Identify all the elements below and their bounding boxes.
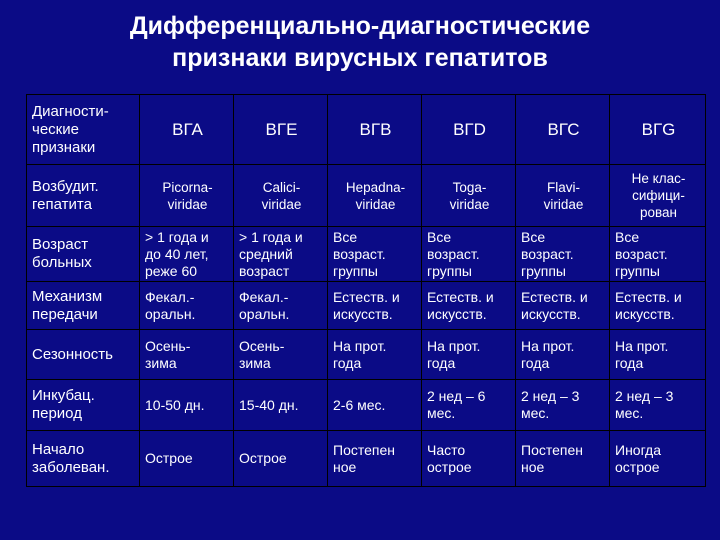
table-row (27, 330, 706, 380)
table-cell: Постепен ное (516, 431, 610, 487)
table-cell: Естеств. и искусств. (328, 282, 422, 330)
row-label-cell: Возраст больных (27, 227, 140, 282)
table-row (27, 431, 706, 487)
table-cell: Все возраст. группы (328, 227, 422, 282)
table-cell: Осень- зима (234, 330, 328, 380)
table-cell: 10-50 дн. (140, 380, 234, 431)
column-header-0: ВГА (140, 95, 234, 165)
table-row (27, 165, 706, 227)
header-label-cell: Диагности- ческие признаки (27, 95, 140, 165)
table-cell: Постепен ное (328, 431, 422, 487)
column-header-3: ВГD (422, 95, 516, 165)
table-cell: Острое (234, 431, 328, 487)
table-cell: На прот. года (328, 330, 422, 380)
row-label-cell: Инкубац. период (27, 380, 140, 431)
table-cell: 15-40 дн. (234, 380, 328, 431)
table-cell: Hepadna- viridae (328, 165, 422, 227)
table-cell: Не клас- сифици- рован (610, 165, 706, 227)
table-cell: На прот. года (610, 330, 706, 380)
comparison-table (26, 94, 706, 487)
column-header-1: ВГЕ (234, 95, 328, 165)
table-cell: Естеств. и искусств. (516, 282, 610, 330)
table-cell: Flavi- viridae (516, 165, 610, 227)
table-cell: > 1 года и средний возраст (234, 227, 328, 282)
table-cell: На прот. года (516, 330, 610, 380)
table-cell: 2 нед – 6 мес. (422, 380, 516, 431)
table-cell: Осень- зима (140, 330, 234, 380)
table-cell: Toga- viridae (422, 165, 516, 227)
table-cell: На прот. года (422, 330, 516, 380)
table-cell: Все возраст. группы (422, 227, 516, 282)
table-cell: 2 нед – 3 мес. (516, 380, 610, 431)
table-row (27, 227, 706, 282)
row-label-cell: Начало заболеван. (27, 431, 140, 487)
table-cell: Иногда острое (610, 431, 706, 487)
table-cell: Все возраст. группы (610, 227, 706, 282)
table-row (27, 380, 706, 431)
table-cell: 2 нед – 3 мес. (610, 380, 706, 431)
table-cell: Часто острое (422, 431, 516, 487)
row-label-cell: Сезонность (27, 330, 140, 380)
table-header-row (27, 95, 706, 165)
title-line-2: признаки вирусных гепатитов (172, 44, 548, 72)
column-header-5: ВГG (610, 95, 706, 165)
table-cell: Все возраст. группы (516, 227, 610, 282)
row-label-cell: Механизм передачи (27, 282, 140, 330)
table-cell: Фекал.- оральн. (140, 282, 234, 330)
title-line-1: Дифференциально-диагностические (129, 12, 591, 40)
table-cell: Calici- viridae (234, 165, 328, 227)
table-cell: Естеств. и искусств. (610, 282, 706, 330)
table-cell: Острое (140, 431, 234, 487)
row-label-cell: Возбудит. гепатита (27, 165, 140, 227)
table-cell: > 1 года и до 40 лет, реже 60 (140, 227, 234, 282)
table-cell: Естеств. и искусств. (422, 282, 516, 330)
table-cell: Picorna- viridae (140, 165, 234, 227)
column-header-4: ВГС (516, 95, 610, 165)
slide-title (0, 10, 720, 74)
table-cell: Фекал.- оральн. (234, 282, 328, 330)
table-row (27, 282, 706, 330)
table-cell: 2-6 мес. (328, 380, 422, 431)
column-header-2: ВГВ (328, 95, 422, 165)
